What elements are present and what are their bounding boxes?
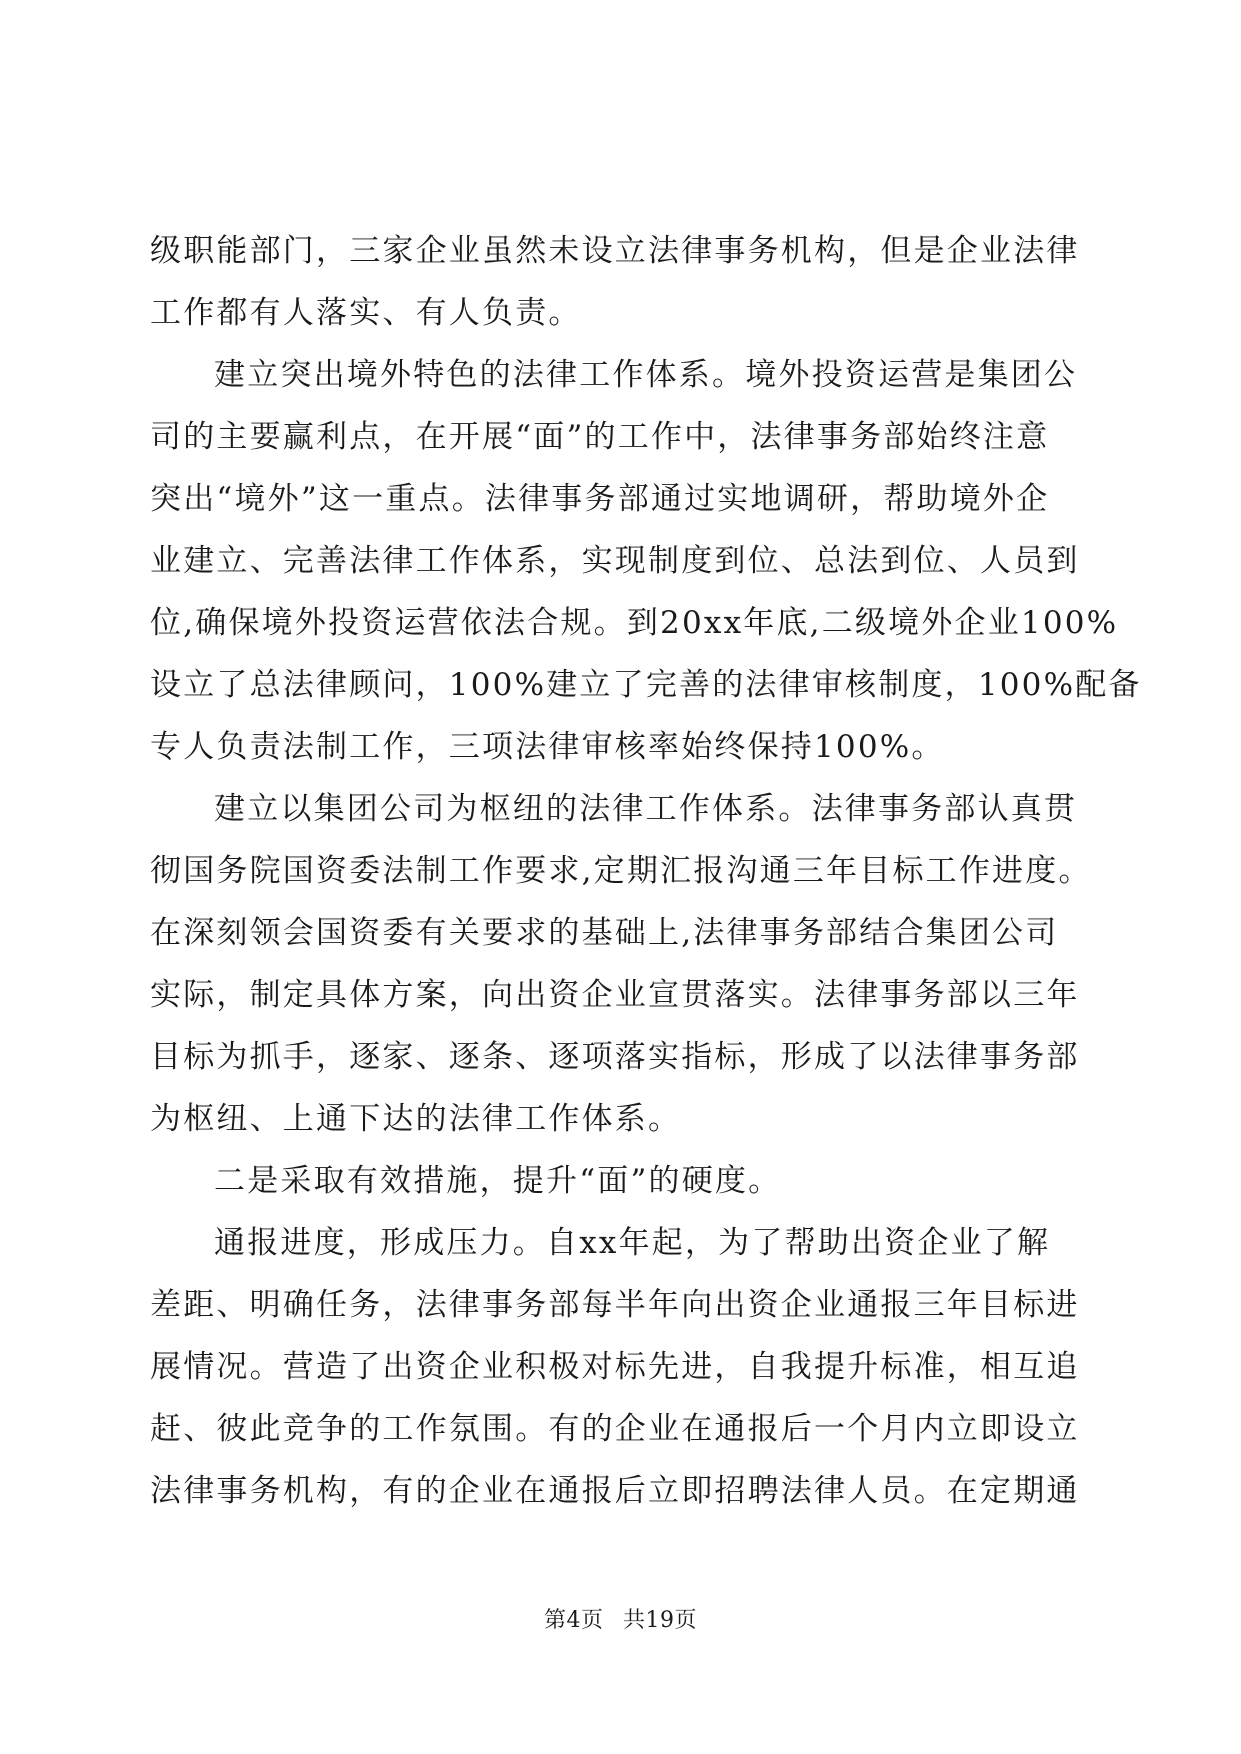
text-line: 位,确保境外投资运营依法合规。到20xx年底,二级境外企业100% (150, 605, 1119, 641)
text-line: 专人负责法制工作，三项法律审核率始终保持100%。 (150, 729, 945, 765)
text-line: 设立了总法律顾问，100%建立了完善的法律审核制度，100%配备 (150, 667, 1142, 703)
text-line: 赶、彼此竞争的工作氛围。有的企业在通报后一个月内立即设立 (150, 1411, 1080, 1447)
page-total: 共19页 (623, 1608, 697, 1633)
document-body (150, 220, 1142, 1522)
page-number: 第4页 (544, 1608, 604, 1633)
text-line: 实际，制定具体方案，向出资企业宣贯落实。法律事务部以三年 (150, 977, 1080, 1013)
text-line: 为枢纽、上通下达的法律工作体系。 (150, 1101, 682, 1137)
text-line: 在深刻领会国资委有关要求的基础上,法律事务部结合集团公司 (150, 915, 1059, 951)
paragraph-start-line: 通报进度，形成压力。自xx年起，为了帮助出资企业了解 (214, 1225, 1051, 1261)
text-line: 工作都有人落实、有人负责。 (150, 295, 582, 331)
paragraph-start-line: 建立突出境外特色的法律工作体系。境外投资运营是集团公 (214, 357, 1078, 393)
text-line: 业建立、完善法律工作体系，实现制度到位、总法到位、人员到 (150, 543, 1080, 579)
text-line: 差距、明确任务，法律事务部每半年向出资企业通报三年目标进 (150, 1287, 1080, 1323)
text-line: 法律事务机构，有的企业在通报后立即招聘法律人员。在定期通 (150, 1473, 1080, 1509)
text-line: 突出“境外”这一重点。法律事务部通过实地调研，帮助境外企 (150, 481, 1050, 517)
text-line: 司的主要赢利点，在开展“面”的工作中，法律事务部始终注意 (150, 419, 1050, 455)
text-line: 级职能部门，三家企业虽然未设立法律事务机构，但是企业法律 (150, 233, 1080, 269)
text-line: 目标为抓手，逐家、逐条、逐项落实指标，形成了以法律事务部 (150, 1039, 1080, 1075)
page-footer (0, 1603, 1241, 1634)
paragraph-start-line: 建立以集团公司为枢纽的法律工作体系。法律事务部认真贯 (214, 791, 1078, 827)
paragraph-start-line: 二是采取有效措施，提升“面”的硬度。 (214, 1163, 782, 1199)
text-line: 展情况。营造了出资企业积极对标先进，自我提升标准，相互追 (150, 1349, 1080, 1385)
text-line: 彻国务院国资委法制工作要求,定期汇报沟通三年目标工作进度。 (150, 853, 1092, 889)
